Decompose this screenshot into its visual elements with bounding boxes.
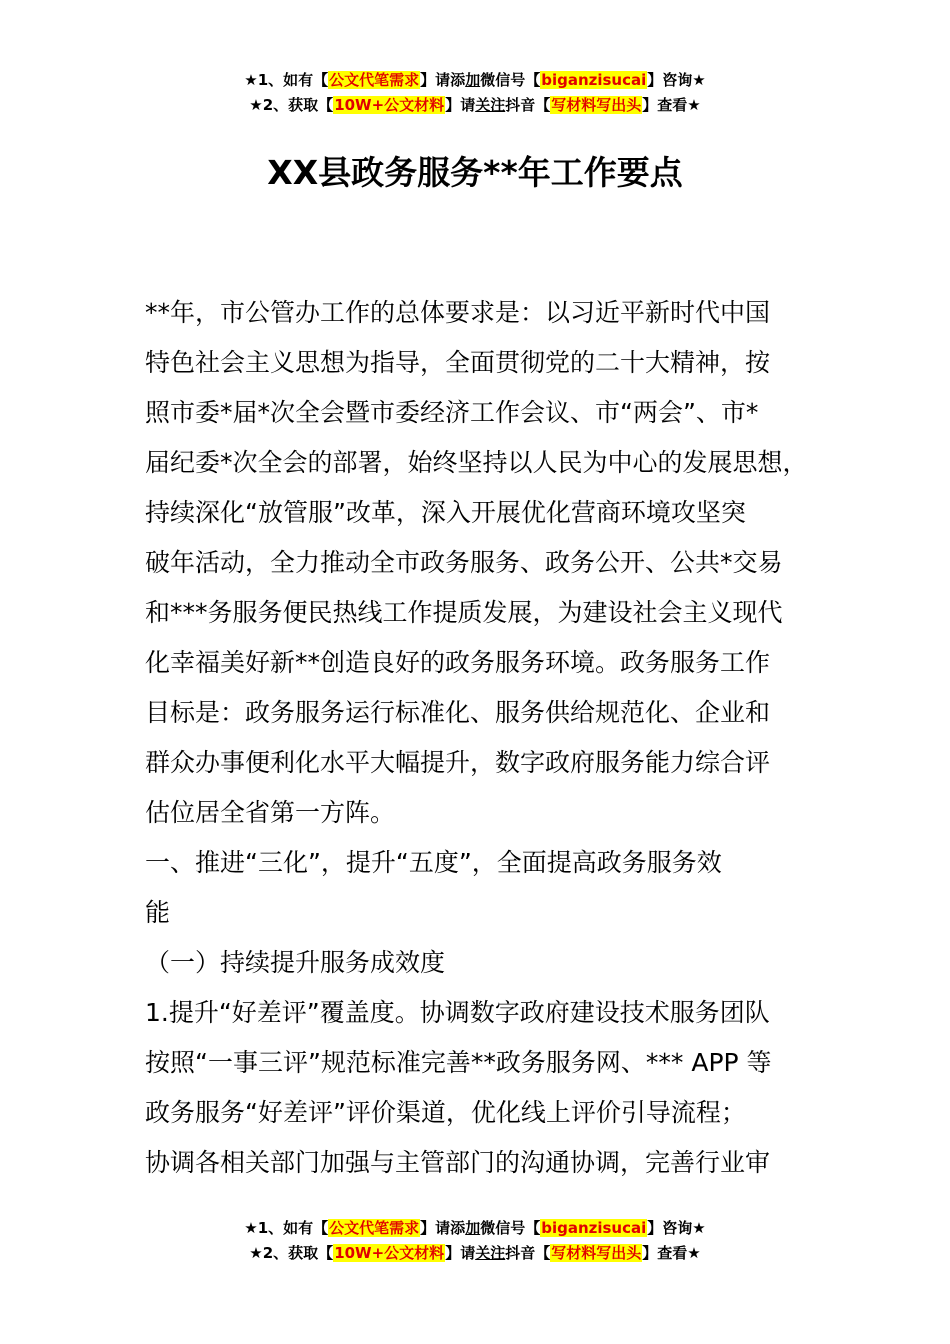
banner-line-1: [0, 68, 950, 93]
banner-underlined-text: 加: [465, 71, 481, 89]
banner-line-1: [0, 1216, 950, 1241]
banner-highlight: biganzisucai: [541, 71, 647, 89]
banner-line-2: [0, 93, 950, 118]
body-line: 破年活动，全力推动全市政务服务、政务公开、公共*交易: [145, 548, 783, 577]
header-banner: [0, 68, 950, 118]
body-line: 化幸福美好新**创造良好的政务服务环境。政务服务工作: [145, 648, 771, 677]
section-heading: 一、推进“三化”，提升“五度”，全面提高政务服务效: [145, 848, 722, 877]
banner-text: 抖音【: [505, 96, 551, 114]
banner-highlight: biganzisucai: [541, 1219, 647, 1237]
body-line: 照市委*届*次全会暨市委经济工作会议、市“两会”、市*: [145, 398, 759, 427]
banner-text: ★2、获取【: [249, 96, 334, 114]
body-line: **年，市公管办工作的总体要求是：以习近平新时代中国: [145, 298, 771, 327]
body-line: 估位居全省第一方阵。: [145, 798, 396, 827]
body-line: 政务服务“好差评”评价渠道，优化线上评价引导流程；: [145, 1098, 746, 1127]
document-body: [145, 288, 845, 1188]
banner-text: 微信号【: [480, 1219, 541, 1237]
banner-text: 】请添: [420, 71, 466, 89]
banner-text: ★1、如有【: [244, 71, 329, 89]
banner-text: 微信号【: [480, 71, 541, 89]
banner-text: 】查看★: [642, 96, 701, 114]
section-heading: 能: [145, 898, 171, 927]
banner-line-2: [0, 1241, 950, 1266]
footer-banner: [0, 1216, 950, 1266]
banner-text: ★1、如有【: [244, 1219, 329, 1237]
banner-highlight: 10W+公文材料: [334, 96, 445, 114]
banner-underlined-text: 关注: [475, 1244, 506, 1262]
body-line: 目标是：政务服务运行标准化、服务供给规范化、企业和: [145, 698, 771, 727]
banner-text: 】请添: [420, 1219, 466, 1237]
body-line: 特色社会主义思想为指导，全面贯彻党的二十大精神，按: [145, 348, 771, 377]
banner-underlined-text: 关注: [475, 96, 506, 114]
body-line: 协调各相关部门加强与主管部门的沟通协调，完善行业审: [145, 1148, 771, 1177]
banner-highlight: 10W+公文材料: [334, 1244, 445, 1262]
body-line: 1.提升“好差评”覆盖度。协调数字政府建设技术服务团队: [145, 998, 770, 1027]
banner-underlined-text: 加: [465, 1219, 481, 1237]
body-line: 届纪委*次全会的部署，始终坚持以人民为中心的发展思想，: [145, 448, 808, 477]
banner-highlight: 公文代笔需求: [329, 71, 420, 89]
banner-highlight: 写材料写出头: [551, 96, 642, 114]
body-line: 群众办事便利化水平大幅提升，数字政府服务能力综合评: [145, 748, 771, 777]
banner-text: 】请: [445, 96, 476, 114]
banner-text: ★2、获取【: [249, 1244, 334, 1262]
document-title: XX县政务服务**年工作要点: [267, 153, 683, 192]
banner-text: 】请: [445, 1244, 476, 1262]
banner-text: 】咨询★: [647, 71, 706, 89]
banner-highlight: 公文代笔需求: [329, 1219, 420, 1237]
banner-text: 】查看★: [642, 1244, 701, 1262]
body-line: 持续深化“放管服”改革，深入开展优化营商环境攻坚突: [145, 498, 746, 527]
body-line: 和***务服务便民热线工作提质发展，为建设社会主义现代: [145, 598, 783, 627]
banner-text: 抖音【: [505, 1244, 551, 1262]
banner-text: 】咨询★: [647, 1219, 706, 1237]
body-line: 按照“一事三评”规范标准完善**政务服务网、*** APP 等: [145, 1048, 772, 1077]
banner-highlight: 写材料写出头: [551, 1244, 642, 1262]
subsection-heading: （一）持续提升服务成效度: [145, 948, 446, 977]
